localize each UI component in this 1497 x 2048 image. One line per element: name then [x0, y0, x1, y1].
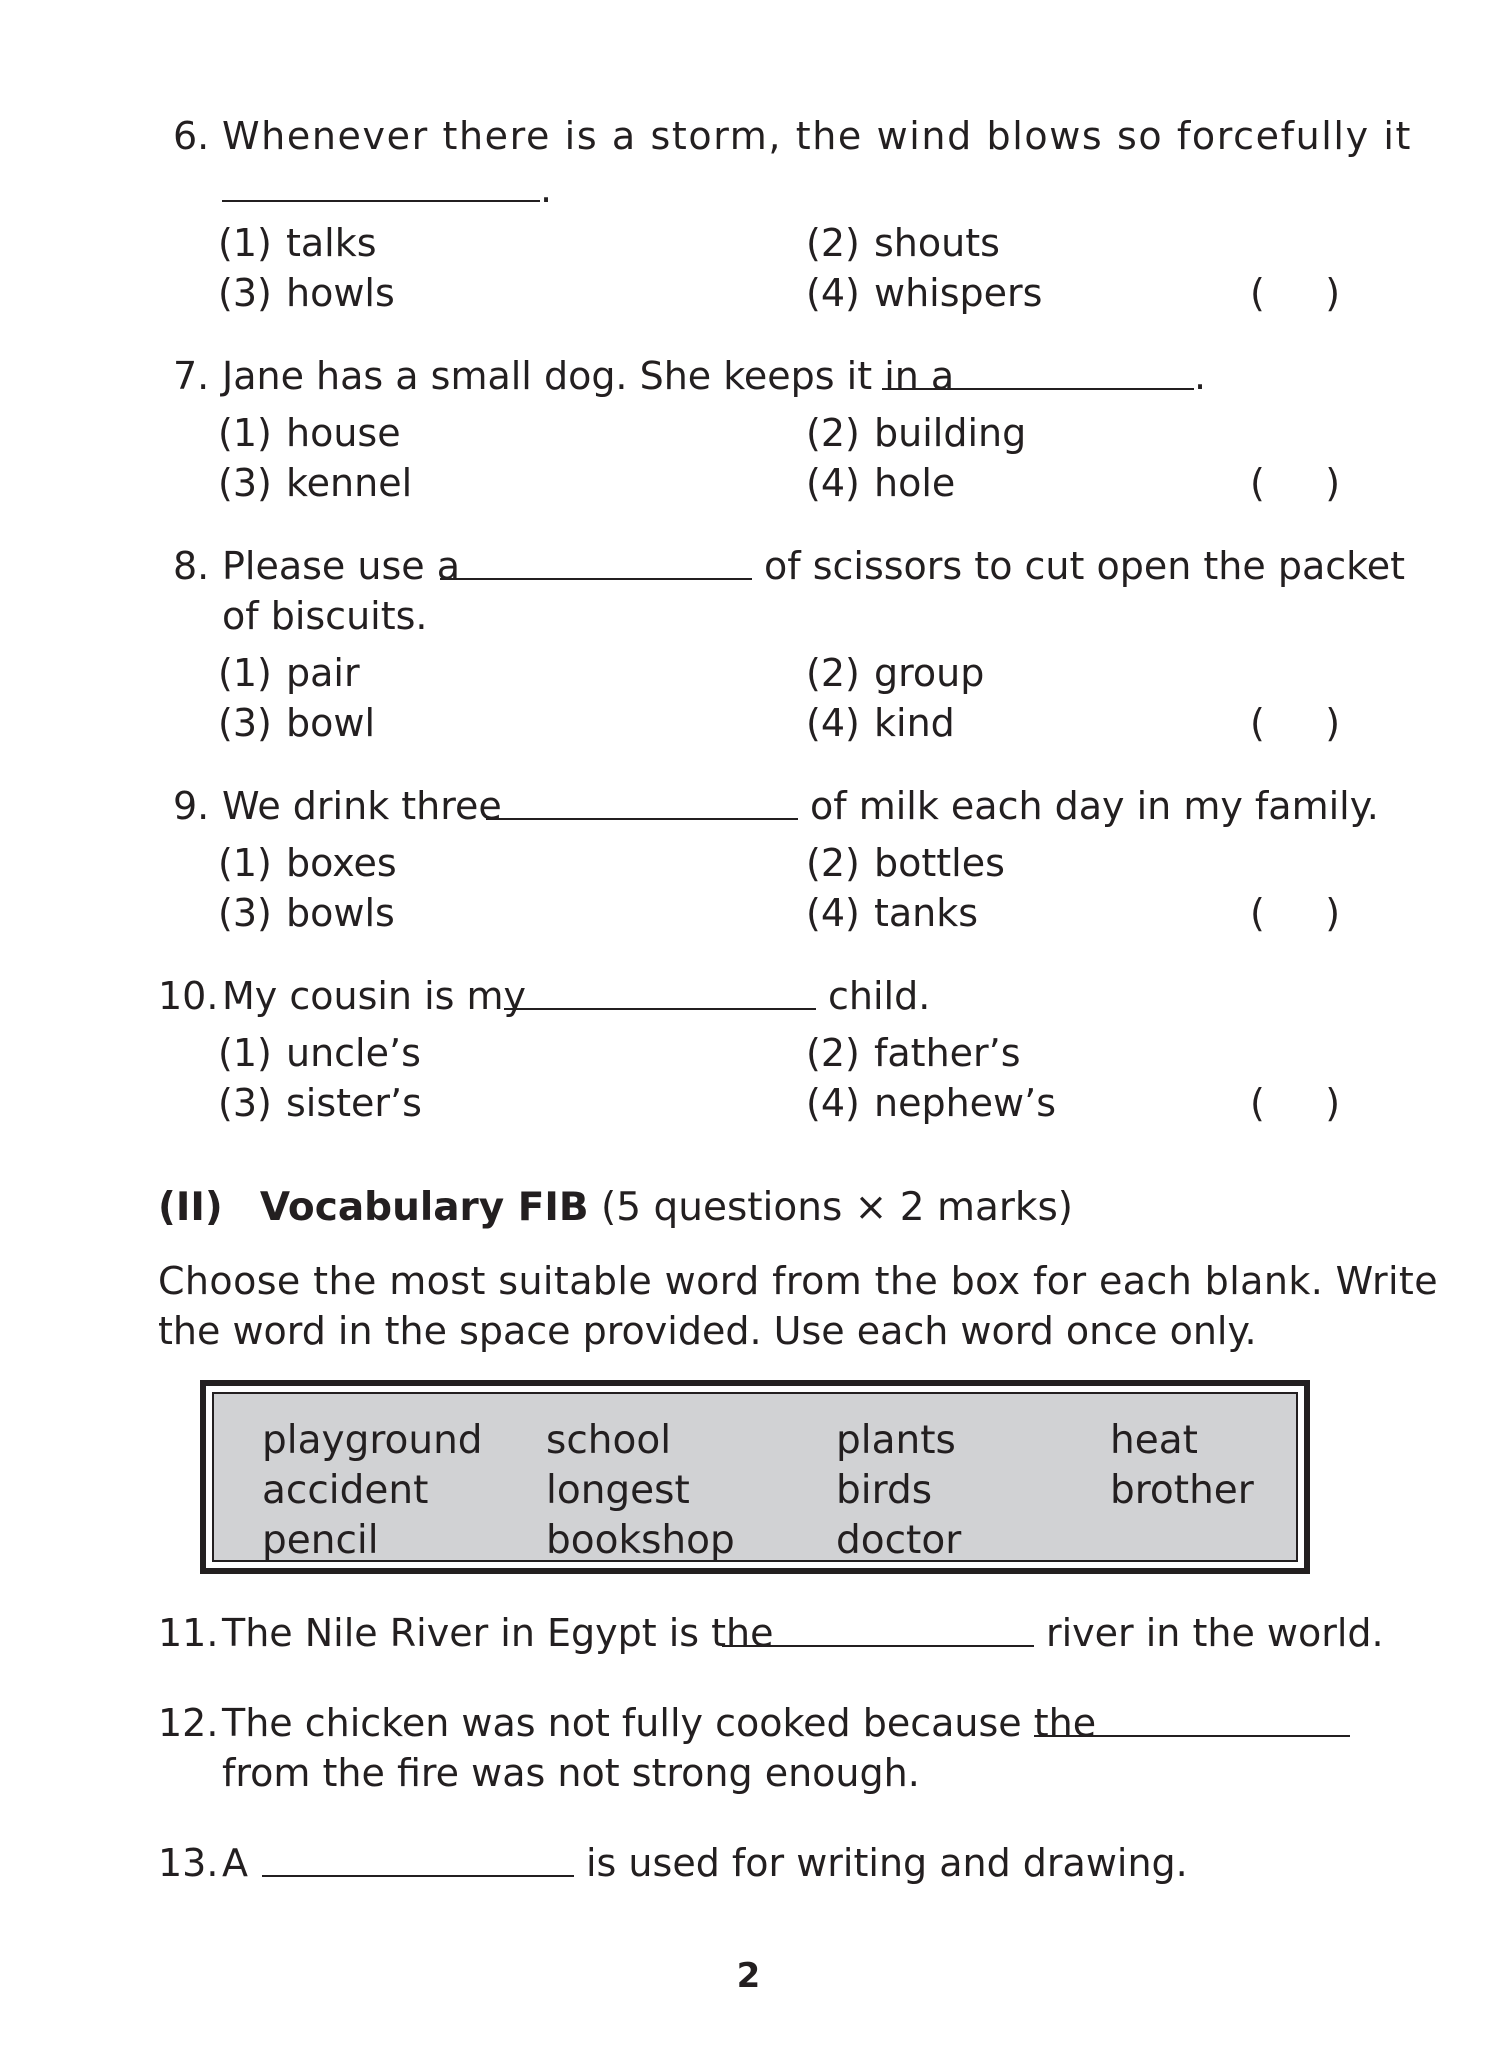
word-playground: playground — [262, 1418, 483, 1463]
answer-bracket[interactable]: ( ) — [1250, 701, 1341, 745]
answer-blank[interactable] — [222, 200, 540, 202]
option-1[interactable]: (1) boxes — [218, 841, 397, 885]
section-marks: (5 questions × 2 marks) — [601, 1185, 1074, 1230]
answer-blank[interactable] — [440, 578, 752, 580]
question-text-after: of milk each day in my family. — [810, 784, 1379, 828]
option-2[interactable]: (2) group — [806, 651, 985, 695]
option-3[interactable]: (3) howls — [218, 271, 395, 315]
answer-bracket[interactable]: ( ) — [1250, 891, 1341, 935]
question-number: 7. — [173, 354, 210, 398]
answer-blank[interactable] — [262, 1875, 574, 1877]
option-1[interactable]: (1) house — [218, 411, 401, 455]
question-text-after: river in the world. — [1046, 1611, 1384, 1655]
word-brother: brother — [1110, 1468, 1254, 1513]
option-2[interactable]: (2) father’s — [806, 1031, 1021, 1075]
page-number: 2 — [736, 1956, 761, 1996]
answer-blank[interactable] — [504, 1008, 816, 1010]
question-text: We drink three — [222, 784, 502, 828]
instruction-line-1: Choose the most suitable word from the box for each blank. Write — [158, 1259, 1439, 1303]
option-1[interactable]: (1) uncle’s — [218, 1031, 421, 1075]
question-number: 10. — [158, 974, 219, 1018]
option-1[interactable]: (1) pair — [218, 651, 360, 695]
option-4[interactable]: (4) nephew’s — [806, 1081, 1057, 1125]
option-4[interactable]: (4) tanks — [806, 891, 979, 935]
option-3[interactable]: (3) sister’s — [218, 1081, 422, 1125]
question-text: Jane has a small dog. She keeps it in a — [222, 354, 955, 398]
instruction-line-2: the word in the space provided. Use each word once only. — [158, 1309, 1257, 1353]
answer-blank[interactable] — [882, 388, 1194, 390]
question-text-after: of scissors to cut open the packet — [764, 544, 1406, 588]
answer-blank[interactable] — [486, 818, 798, 820]
answer-bracket[interactable]: ( ) — [1250, 271, 1341, 315]
question-text: The Nile River in Egypt is the — [222, 1611, 774, 1655]
answer-blank[interactable] — [1034, 1735, 1350, 1737]
word-pencil: pencil — [262, 1518, 379, 1563]
word-doctor: doctor — [836, 1518, 962, 1563]
question-number: 9. — [173, 784, 210, 828]
option-1[interactable]: (1) talks — [218, 221, 377, 265]
word-box-inner — [212, 1392, 1298, 1562]
section-label: (II) — [158, 1185, 223, 1230]
question-number: 13. — [158, 1841, 219, 1885]
question-text: Whenever there is a storm, the wind blows so forcefully it — [222, 114, 1413, 158]
question-text: My cousin is my — [222, 974, 527, 1018]
option-3[interactable]: (3) bowl — [218, 701, 376, 745]
answer-blank[interactable] — [722, 1645, 1034, 1647]
option-2[interactable]: (2) shouts — [806, 221, 1000, 265]
question-number: 11. — [158, 1611, 219, 1655]
option-4[interactable]: (4) kind — [806, 701, 955, 745]
word-bookshop: bookshop — [546, 1518, 735, 1563]
option-2[interactable]: (2) building — [806, 411, 1027, 455]
question-text-end: . — [540, 167, 553, 211]
word-birds: birds — [836, 1468, 933, 1513]
word-plants: plants — [836, 1418, 956, 1463]
question-number: 12. — [158, 1701, 219, 1745]
answer-bracket[interactable]: ( ) — [1250, 461, 1341, 505]
question-text-after: child. — [828, 974, 931, 1018]
question-text-end: . — [1194, 354, 1207, 398]
question-text-line2: of biscuits. — [222, 594, 428, 638]
question-text: The chicken was not fully cooked because the — [222, 1701, 1097, 1745]
question-number: 8. — [173, 544, 210, 588]
word-school: school — [546, 1418, 672, 1463]
question-number: 6. — [173, 114, 210, 158]
question-text-after: is used for writing and drawing. — [586, 1841, 1188, 1885]
question-text-line2: from the fire was not strong enough. — [222, 1751, 920, 1795]
option-4[interactable]: (4) whispers — [806, 271, 1043, 315]
option-3[interactable]: (3) bowls — [218, 891, 395, 935]
word-accident: accident — [262, 1468, 429, 1513]
option-3[interactable]: (3) kennel — [218, 461, 413, 505]
answer-bracket[interactable]: ( ) — [1250, 1081, 1341, 1125]
section-title: Vocabulary FIB — [259, 1185, 589, 1230]
section-heading — [158, 1184, 1073, 1232]
word-heat: heat — [1110, 1418, 1198, 1463]
question-text: Please use a — [222, 544, 461, 588]
word-box — [200, 1380, 1310, 1574]
question-text: A — [222, 1841, 248, 1885]
option-4[interactable]: (4) hole — [806, 461, 956, 505]
word-longest: longest — [546, 1468, 690, 1513]
option-2[interactable]: (2) bottles — [806, 841, 1005, 885]
